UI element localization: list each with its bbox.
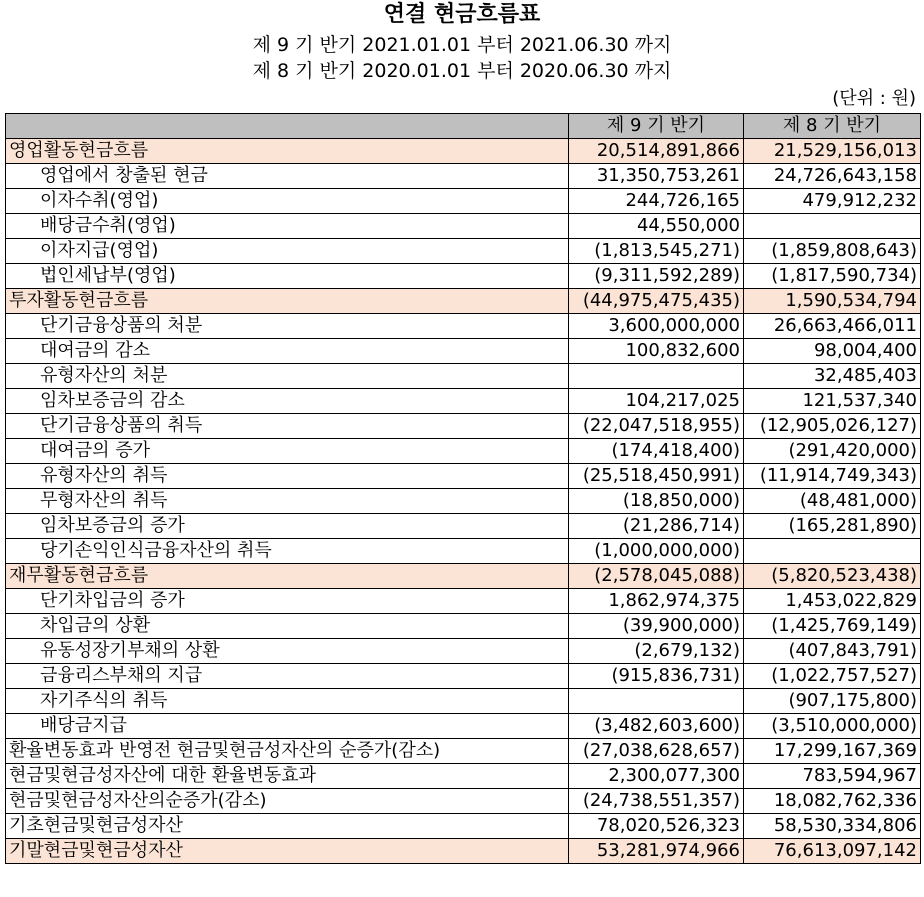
table-row (6, 189, 921, 214)
header-current-period: 제 9 기 반기 (569, 114, 744, 139)
table-row (6, 839, 921, 864)
row-prior-value: 98,004,400 (744, 339, 921, 364)
table-row (6, 664, 921, 689)
row-current-value: (915,836,731) (569, 664, 744, 689)
row-current-value: 3,600,000,000 (569, 314, 744, 339)
row-prior-value: (5,820,523,438) (744, 564, 921, 589)
row-label: 이자수취(영업) (6, 189, 569, 214)
row-label: 유동성장기부채의 상환 (6, 639, 569, 664)
row-prior-value: (12,905,026,127) (744, 414, 921, 439)
row-label: 환율변동효과 반영전 현금및현금성자산의 순증가(감소) (6, 739, 569, 764)
unit-label: (단위 : 원) (832, 88, 916, 109)
row-prior-value: 121,537,340 (744, 389, 921, 414)
table-row (6, 314, 921, 339)
table-row (6, 739, 921, 764)
table-row (6, 564, 921, 589)
row-current-value (569, 689, 744, 714)
table-row (6, 239, 921, 264)
row-prior-value: (1,425,769,149) (744, 614, 921, 639)
row-label: 차입금의 상환 (6, 614, 569, 639)
row-current-value: (24,738,551,357) (569, 789, 744, 814)
row-label: 단기금융상품의 처분 (6, 314, 569, 339)
table-row (6, 689, 921, 714)
row-prior-value: 18,082,762,336 (744, 789, 921, 814)
row-prior-value: 58,530,334,806 (744, 814, 921, 839)
row-label: 단기차입금의 증가 (6, 589, 569, 614)
table-row (6, 714, 921, 739)
row-current-value: (1,813,545,271) (569, 239, 744, 264)
row-current-value: (2,679,132) (569, 639, 744, 664)
row-prior-value: 1,453,022,829 (744, 589, 921, 614)
row-current-value: 20,514,891,866 (569, 139, 744, 164)
header-label-cell (6, 114, 569, 139)
row-label: 기초현금및현금성자산 (6, 814, 569, 839)
row-prior-value: 21,529,156,013 (744, 139, 921, 164)
table-row (6, 389, 921, 414)
period-prior: 제 8 기 반기 2020.01.01 부터 2020.06.30 까지 (252, 60, 672, 82)
row-current-value: (39,900,000) (569, 614, 744, 639)
row-label: 투자활동현금흐름 (6, 289, 569, 314)
table-row (6, 614, 921, 639)
cash-flow-table (5, 113, 921, 864)
row-prior-value: (1,859,808,643) (744, 239, 921, 264)
row-label: 법인세납부(영업) (6, 264, 569, 289)
row-prior-value (744, 539, 921, 564)
row-label: 배당금수취(영업) (6, 214, 569, 239)
row-prior-value: (291,420,000) (744, 439, 921, 464)
row-prior-value: (1,022,757,527) (744, 664, 921, 689)
row-label: 임차보증금의 감소 (6, 389, 569, 414)
row-current-value: 100,832,600 (569, 339, 744, 364)
row-current-value: (174,418,400) (569, 439, 744, 464)
row-label: 무형자산의 취득 (6, 489, 569, 514)
row-prior-value: 76,613,097,142 (744, 839, 921, 864)
row-current-value: (9,311,592,289) (569, 264, 744, 289)
row-prior-value: (11,914,749,343) (744, 464, 921, 489)
row-current-value: 104,217,025 (569, 389, 744, 414)
table-row (6, 139, 921, 164)
row-label: 대여금의 증가 (6, 439, 569, 464)
row-label: 재무활동현금흐름 (6, 564, 569, 589)
row-label: 단기금융상품의 취득 (6, 414, 569, 439)
row-current-value: (18,850,000) (569, 489, 744, 514)
table-row (6, 289, 921, 314)
table-row (6, 764, 921, 789)
row-current-value: 1,862,974,375 (569, 589, 744, 614)
row-prior-value: 26,663,466,011 (744, 314, 921, 339)
table-row (6, 414, 921, 439)
row-prior-value: (165,281,890) (744, 514, 921, 539)
row-label: 배당금지급 (6, 714, 569, 739)
row-label: 자기주식의 취득 (6, 689, 569, 714)
row-label: 대여금의 감소 (6, 339, 569, 364)
row-label: 임차보증금의 증가 (6, 514, 569, 539)
table-row (6, 814, 921, 839)
table-row (6, 489, 921, 514)
row-current-value: (1,000,000,000) (569, 539, 744, 564)
row-prior-value: 32,485,403 (744, 364, 921, 389)
row-prior-value: (907,175,800) (744, 689, 921, 714)
row-prior-value: (1,817,590,734) (744, 264, 921, 289)
row-prior-value: (48,481,000) (744, 489, 921, 514)
row-current-value: 78,020,526,323 (569, 814, 744, 839)
period-current: 제 9 기 반기 2021.01.01 부터 2021.06.30 까지 (252, 34, 672, 56)
row-label: 영업에서 창출된 현금 (6, 164, 569, 189)
table-row (6, 789, 921, 814)
table-row (6, 164, 921, 189)
row-prior-value: 17,299,167,369 (744, 739, 921, 764)
row-label: 현금및현금성자산에 대한 환율변동효과 (6, 764, 569, 789)
table-row (6, 214, 921, 239)
row-prior-value: 479,912,232 (744, 189, 921, 214)
row-current-value: (44,975,475,435) (569, 289, 744, 314)
row-prior-value: (3,510,000,000) (744, 714, 921, 739)
row-label: 유형자산의 처분 (6, 364, 569, 389)
row-label: 영업활동현금흐름 (6, 139, 569, 164)
table-row (6, 514, 921, 539)
row-label: 금융리스부채의 지급 (6, 664, 569, 689)
row-label: 이자지급(영업) (6, 239, 569, 264)
row-current-value (569, 364, 744, 389)
table-row (6, 364, 921, 389)
row-label: 유형자산의 취득 (6, 464, 569, 489)
row-prior-value: (407,843,791) (744, 639, 921, 664)
table-header-row (6, 114, 921, 139)
row-current-value: 2,300,077,300 (569, 764, 744, 789)
row-current-value: 53,281,974,966 (569, 839, 744, 864)
table-row (6, 464, 921, 489)
row-current-value: (3,482,603,600) (569, 714, 744, 739)
table-row (6, 639, 921, 664)
table-row (6, 264, 921, 289)
row-label: 기말현금및현금성자산 (6, 839, 569, 864)
table-row (6, 589, 921, 614)
row-current-value: (21,286,714) (569, 514, 744, 539)
row-prior-value (744, 214, 921, 239)
statement-title: 연결 현금흐름표 (383, 2, 541, 27)
row-prior-value: 783,594,967 (744, 764, 921, 789)
row-current-value: (2,578,045,088) (569, 564, 744, 589)
table-row (6, 539, 921, 564)
row-current-value: (27,038,628,657) (569, 739, 744, 764)
row-label: 당기손익인식금융자산의 취득 (6, 539, 569, 564)
row-prior-value: 1,590,534,794 (744, 289, 921, 314)
row-prior-value: 24,726,643,158 (744, 164, 921, 189)
table-row (6, 339, 921, 364)
row-current-value: 44,550,000 (569, 214, 744, 239)
row-current-value: (25,518,450,991) (569, 464, 744, 489)
row-current-value: 244,726,165 (569, 189, 744, 214)
table-row (6, 439, 921, 464)
row-current-value: (22,047,518,955) (569, 414, 744, 439)
row-label: 현금및현금성자산의순증가(감소) (6, 789, 569, 814)
row-current-value: 31,350,753,261 (569, 164, 744, 189)
header-prior-period: 제 8 기 반기 (744, 114, 921, 139)
